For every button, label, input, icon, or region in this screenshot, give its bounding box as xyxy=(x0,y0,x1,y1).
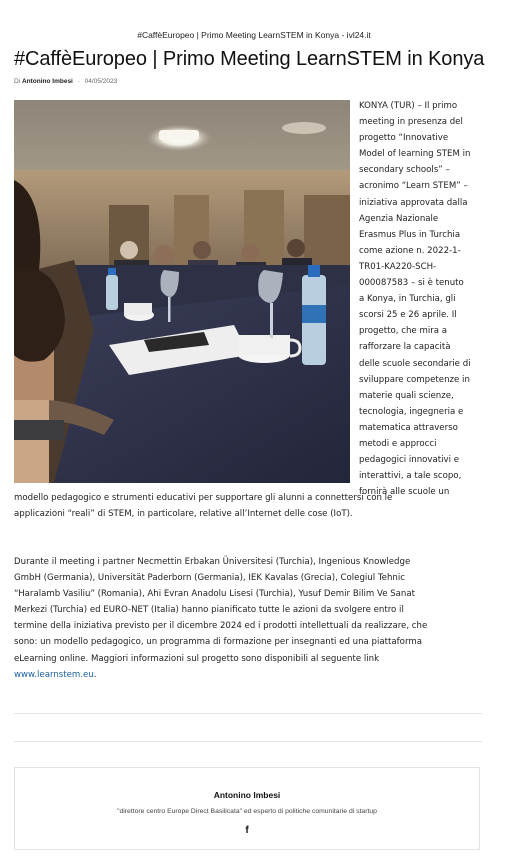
text-line: acronimo “Learn STEM” – xyxy=(359,181,468,192)
author-box xyxy=(14,767,480,850)
text-line: Agenzia Nazionale xyxy=(359,213,439,224)
link-tail: . xyxy=(93,669,97,680)
project-link[interactable]: www.learnstem.eu xyxy=(14,669,94,680)
text-line: modello pedagogico e strumenti educativi per supportare gli alunni a connettersi con le xyxy=(14,493,393,503)
article-meta xyxy=(14,78,117,85)
text-line: Erasmus Plus in Turchia xyxy=(359,229,461,240)
divider xyxy=(14,741,482,742)
text-line: metodi e approcci xyxy=(359,438,437,449)
meeting-room-photo xyxy=(14,100,350,483)
text-line: interattivi, a tale scopo, xyxy=(359,471,462,482)
text-line: meeting in presenza del xyxy=(359,117,463,128)
meta-prefix: Di xyxy=(14,78,21,85)
author-box-description: "direttore centro Europe Direct Basilicata" ed esperto di politiche comunitarie di startup xyxy=(117,808,377,815)
text-line: 000087583 – si è tenuto xyxy=(359,278,464,289)
text-line: rafforzare la capacità xyxy=(359,342,451,353)
author-box-name[interactable]: Antonino Imbesi xyxy=(213,790,281,800)
text-line: come azione n. 2022-1- xyxy=(359,245,461,256)
text-line: “Haralamb Vasiliu” (Romania), Ahi Evran Anadolu Lisesi (Turchia), Yusuf Demir Bilim Ve Sanat xyxy=(14,589,416,600)
text-line: sono: un modello pedagogico, un programma di formazione per insegnanti ed una piattaforma xyxy=(14,637,422,648)
text-line: iniziativa approvata dalla xyxy=(359,197,468,208)
text-line: Model of learning STEM in xyxy=(359,149,471,160)
text-line: eLearning online. Maggiori informazioni sul progetto sono disponibili al seguente link xyxy=(14,653,380,664)
text-line: applicazioni “reali” di STEM, in particolare, relative all’Internet delle cose (IoT). xyxy=(14,509,353,520)
text-line: tecnologia, ingegneria e xyxy=(359,406,464,417)
article-title: #CaffèEuropeo | Primo Meeting LearnSTEM in Konya xyxy=(14,48,485,70)
text-line: scorsi 25 e 26 aprile. Il xyxy=(359,310,457,321)
text-line: fornirà alle scuole un xyxy=(359,487,450,498)
text-line: TR01-KA220-SCH- xyxy=(359,261,437,272)
text-line: Durante il meeting i partner Necmettin Erbakan Üniversitesi (Turchia), Ingenious Knowledge xyxy=(14,557,411,567)
text-line xyxy=(14,667,488,683)
text-line: Merkezi (Turchia) ed EURO-NET (Italia) hanno pianificato tutte le azioni da svolgere entro il xyxy=(14,605,404,616)
intro-paragraph-continuation xyxy=(14,490,488,522)
text-line: matematica attraverso xyxy=(359,422,458,433)
publish-date: 04/05/2023 xyxy=(84,78,118,85)
text-line: sviluppare competenze in xyxy=(359,374,470,385)
meta-separator: - xyxy=(77,78,80,85)
partners-paragraph xyxy=(14,554,488,683)
intro-column xyxy=(359,98,487,500)
text-line: progetto “Innovative xyxy=(359,133,449,144)
text-line: a Konya, in Turchia, gli xyxy=(359,294,456,305)
text-line: GmbH (Germania), Universität Paderborn (Germania), IEK Kavalas (Grecia), Colegiul Tehnic xyxy=(14,573,405,584)
text-line: KONYA (TUR) – Il primo xyxy=(359,101,458,111)
article-photo xyxy=(14,100,350,483)
divider xyxy=(14,713,482,714)
browser-tab-title: #CaffèEuropeo | Primo Meeting LearnSTEM in Konya - ivl24.it xyxy=(137,30,371,40)
text-line: delle scuole secondarie di xyxy=(359,358,471,369)
facebook-icon[interactable]: f xyxy=(245,825,249,836)
text-line: materie quali scienze, xyxy=(359,390,454,401)
text-line: secondary schools” – xyxy=(359,165,450,176)
text-line: pedagogici innovativi e xyxy=(359,455,460,466)
text-line: termine della iniziativa previsto per il dicembre 2024 ed i prodotti intellettuali da realizzare, che xyxy=(14,621,428,632)
author-link[interactable]: Antonino Imbesi xyxy=(21,78,73,85)
text-line: progetto, che mira a xyxy=(359,326,448,337)
